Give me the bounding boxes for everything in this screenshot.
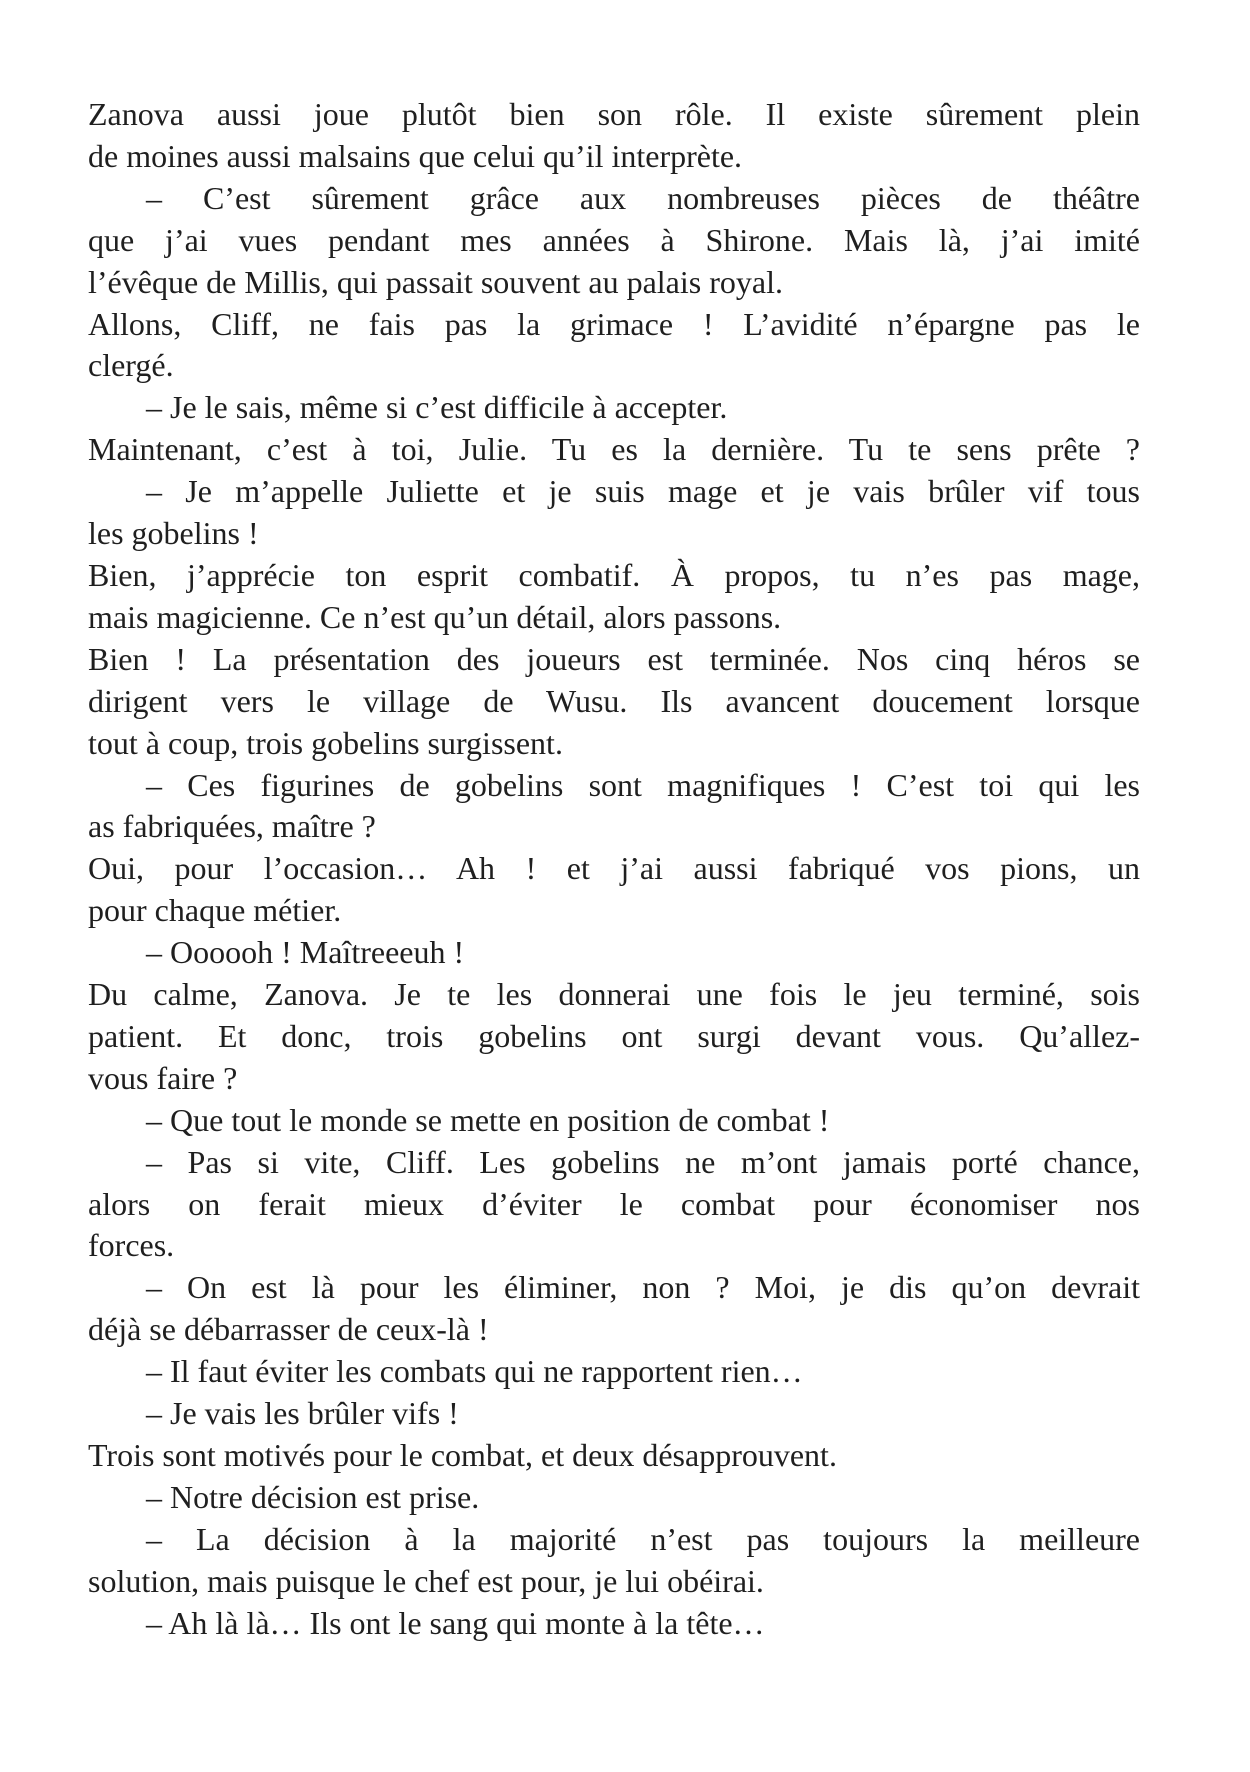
text-line: Maintenant, c’est à toi, Julie. Tu es la dernière. Tu te sens prête ? [88, 431, 1140, 468]
text-line: Du calme, Zanova. Je te les donnerai une fois le jeu terminé, sois [88, 976, 1140, 1013]
text-line: que j’ai vues pendant mes années à Shirone. Mais là, j’ai imité [88, 221, 1140, 258]
text-line: Allons, Cliff, ne fais pas la grimace ! L’avidité n’épargne pas le [88, 305, 1140, 342]
text-line: Trois sont motivés pour le combat, et deux désapprouvent. [88, 1437, 837, 1473]
text-line: dirigent vers le village de Wusu. Ils avancent doucement lorsque [88, 682, 1140, 719]
text-line: – Que tout le monde se mette en position de combat ! [146, 1101, 830, 1138]
text-line: – Oooooh ! Maîtreeeuh ! [146, 934, 465, 971]
text-line: – Notre décision est prise. [146, 1478, 480, 1515]
text-line: – Il faut éviter les combats qui ne rapportent rien… [146, 1353, 803, 1390]
text-line: forces. [88, 1227, 175, 1264]
text-line: – Je le sais, même si c’est difficile à accepter. [146, 389, 728, 426]
text-line: Bien ! La présentation des joueurs est terminée. Nos cinq héros se [88, 640, 1140, 677]
text-line: solution, mais puisque le chef est pour, je lui obéirai. [88, 1562, 764, 1599]
text-line: – Ah là là… Ils ont le sang qui monte à la tête… [146, 1604, 765, 1641]
text-line: vous faire ? [88, 1059, 238, 1096]
text-line: Zanova aussi joue plutôt bien son rôle. Il existe sûrement plein [88, 96, 1140, 132]
text-line: déjà se débarrasser de ceux-là ! [88, 1311, 489, 1348]
text-line: de moines aussi malsains que celui qu’il interprète. [88, 137, 743, 174]
text-line: as fabriquées, maître ? [88, 808, 376, 845]
text-line: Oui, pour l’occasion… Ah ! et j’ai aussi fabriqué vos pions, un [88, 850, 1140, 887]
text-line: Bien, j’apprécie ton esprit combatif. À propos, tu n’es pas mage, [88, 556, 1140, 593]
text-line: l’évêque de Millis, qui passait souvent au palais royal. [88, 263, 783, 300]
text-line: tout à coup, trois gobelins surgissent. [88, 724, 563, 761]
text-line: les gobelins ! [88, 515, 259, 552]
text-line: – Je m’appelle Juliette et je suis mage et je vais brûler vif tous [146, 473, 1140, 510]
text-line: – Je vais les brûler vifs ! [146, 1395, 459, 1432]
text-line: – Ces figurines de gobelins sont magnifiques ! C’est toi qui les [146, 766, 1140, 803]
text-line: – Pas si vite, Cliff. Les gobelins ne m’ont jamais porté chance, [146, 1143, 1140, 1180]
text-line: clergé. [88, 347, 174, 384]
text-line: mais magicienne. Ce n’est qu’un détail, alors passons. [88, 598, 782, 635]
text-line: pour chaque métier. [88, 892, 342, 929]
text-line: patient. Et donc, trois gobelins ont surgi devant vous. Qu’allez- [88, 1017, 1140, 1054]
text-line: – C’est sûrement grâce aux nombreuses pièces de théâtre [146, 179, 1140, 216]
text-line: alors on ferait mieux d’éviter le combat pour économiser nos [88, 1185, 1140, 1222]
text-block [88, 94, 1140, 1645]
text-line: – On est là pour les éliminer, non ? Moi, je dis qu’on devrait [146, 1269, 1140, 1306]
text-line: – La décision à la majorité n’est pas toujours la meilleure [146, 1520, 1140, 1557]
